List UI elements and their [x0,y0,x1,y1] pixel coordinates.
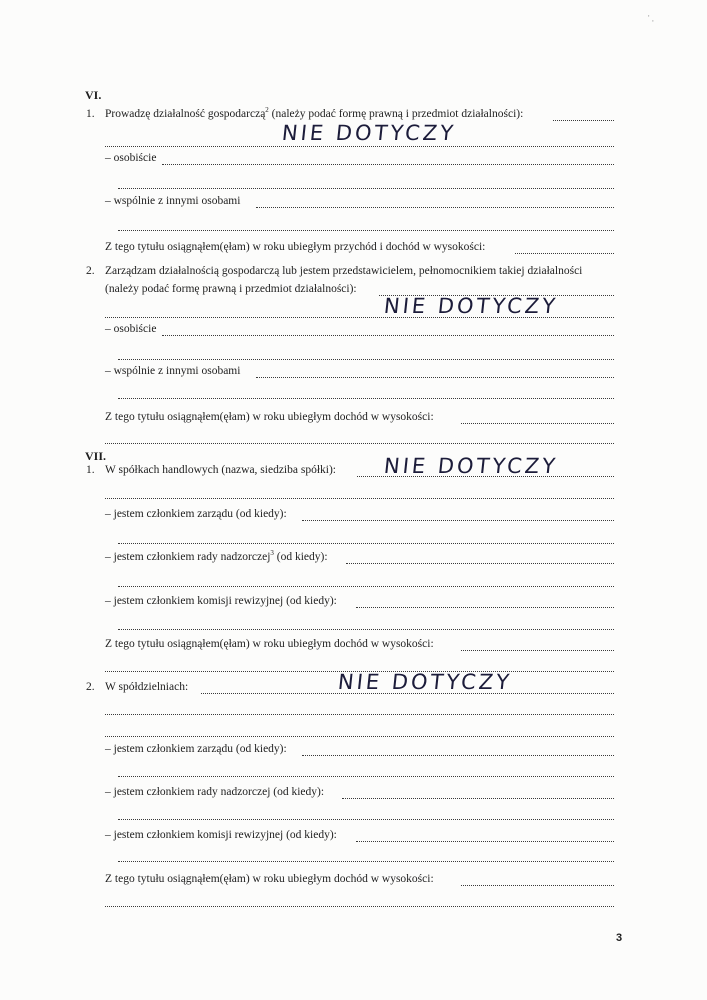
handwritten-answer: NIE DOTYCZY [382,454,560,478]
answer-line[interactable] [118,187,614,189]
answer-line[interactable] [105,905,614,907]
answer-line[interactable] [105,442,614,444]
answer-line[interactable] [105,316,614,318]
commercial-companies-label: W spółkach handlowych (nazwa, siedziba spółki): [105,464,336,476]
income-label: Z tego tytułu osiągnąłem(ęłam) w roku ubiegłym dochód w wysokości: [105,873,434,885]
answer-line[interactable] [553,119,614,121]
answer-line[interactable] [118,585,614,587]
board-member-label: – jestem członkiem zarządu (od kiedy): [105,743,287,755]
section-heading-vii: VII. [85,449,107,463]
answer-line[interactable] [515,252,614,254]
management-label-cont: (należy podać formę prawną i przedmiot działalności): [105,283,357,295]
management-label: Zarządzam działalnością gospodarczą lub jestem przedstawicielem, pełnomocnikiem takiej działalności [105,265,583,277]
answer-line[interactable] [461,422,614,424]
audit-committee-label: – jestem członkiem komisji rewizyjnej (od kiedy): [105,595,337,607]
answer-line[interactable] [256,206,614,208]
answer-line[interactable] [118,358,614,360]
income-label: Z tego tytułu osiągnąłem(ęłam) w roku ubiegłym przychód i dochód w wysokości: [105,241,486,253]
answer-line[interactable] [162,334,614,336]
answer-line[interactable] [105,145,614,147]
income-label: Z tego tytułu osiągnąłem(ęłam) w roku ubiegłym dochód w wysokości: [105,638,434,650]
answer-line[interactable] [302,754,614,756]
answer-line[interactable] [461,649,614,651]
answer-line[interactable] [105,497,614,499]
answer-line[interactable] [256,376,614,378]
business-activity-label: Prowadzę działalność gospodarczą$^2$ (należy podać formę prawną i przedmiot działalności): [105,106,524,120]
scan-speck: ' , [648,14,654,23]
jointly-label: – wspólnie z innymi osobami [105,365,241,377]
answer-line[interactable] [118,860,614,862]
board-member-label: – jestem członkiem zarządu (od kiedy): [105,508,287,520]
page-number: 3 [616,932,623,944]
answer-line[interactable] [118,229,614,231]
answer-line[interactable] [461,884,614,886]
jointly-label: – wspólnie z innymi osobami [105,195,241,207]
handwritten-answer: NIE DOTYCZY [382,294,560,318]
answer-line[interactable] [105,713,614,715]
answer-line[interactable] [118,397,614,399]
item-number: 1. [86,464,95,476]
item-number: 1. [86,108,95,120]
answer-line[interactable] [105,735,614,737]
supervisory-board-label: – jestem członkiem rady nadzorczej$^3$ (od kiedy): [105,549,328,563]
answer-line[interactable] [346,562,614,564]
item-number: 2. [86,265,95,277]
answer-line[interactable] [162,163,614,165]
personally-label: – osobiście [105,323,157,335]
answer-line[interactable] [118,775,614,777]
personally-label: – osobiście [105,152,157,164]
item-number: 2. [86,681,95,693]
income-label: Z tego tytułu osiągnąłem(ęłam) w roku ubiegłym dochód w wysokości: [105,411,434,423]
answer-line[interactable] [342,797,614,799]
answer-line[interactable] [118,818,614,820]
audit-committee-label: – jestem członkiem komisji rewizyjnej (od kiedy): [105,829,337,841]
cooperatives-label: W spółdzielniach: [105,681,189,693]
answer-line[interactable] [302,519,614,521]
supervisory-board-label: – jestem członkiem rady nadzorczej (od kiedy): [105,786,325,798]
answer-line[interactable] [118,628,614,630]
answer-line[interactable] [356,840,614,842]
handwritten-answer: NIE DOTYCZY [336,670,514,694]
answer-line[interactable] [118,542,614,544]
section-heading-vi: VI. [85,88,102,102]
answer-line[interactable] [356,606,614,608]
handwritten-answer: NIE DOTYCZY [280,121,458,145]
